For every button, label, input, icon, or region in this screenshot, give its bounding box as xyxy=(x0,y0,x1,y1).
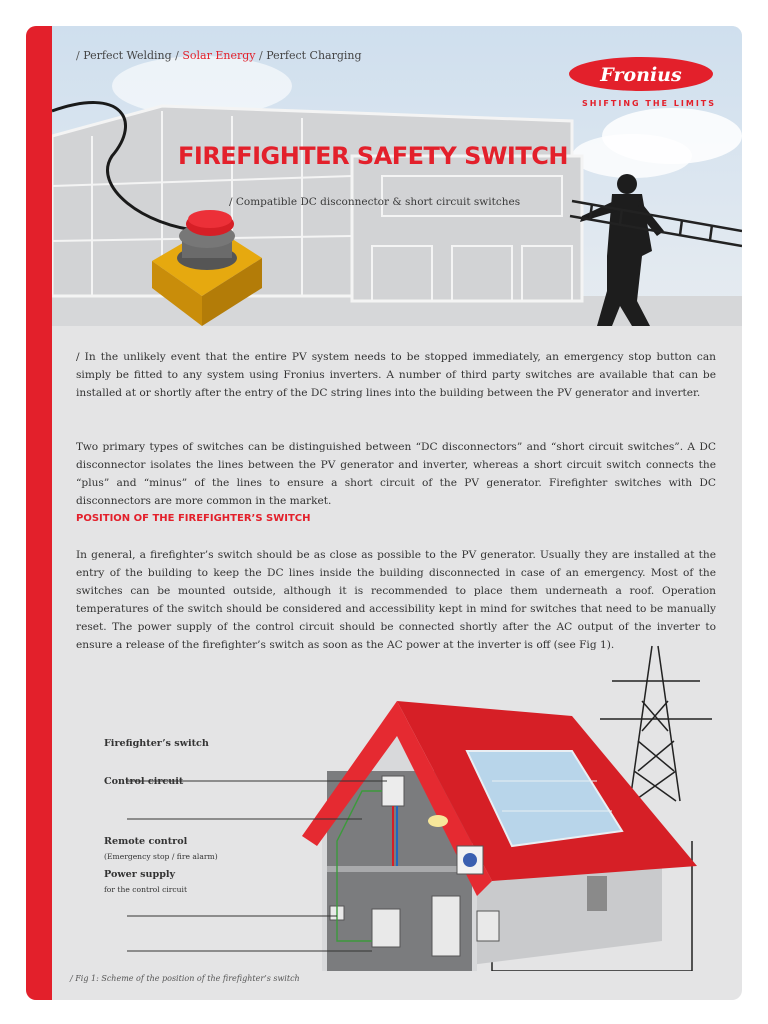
nav-item-welding[interactable]: Perfect Welding xyxy=(83,49,172,62)
document-page xyxy=(26,26,742,1000)
nav-item-charging[interactable]: Perfect Charging xyxy=(266,49,362,62)
label-remote-control-sub: (Emergency stop / fire alarm) xyxy=(104,852,218,861)
page-title: FIREFIGHTER SAFETY SWITCH xyxy=(178,142,568,170)
page-subtitle: / Compatible DC disconnector & short circuit switches xyxy=(229,196,521,208)
brand-tagline: SHIFTING THE LIMITS xyxy=(582,99,717,108)
label-firefighters-switch: Firefighter’s switch xyxy=(104,738,209,749)
label-control-circuit: Control circuit xyxy=(104,776,184,787)
label-power-supply: Power supply xyxy=(104,869,176,880)
label-power-supply-sub: for the control circuit xyxy=(104,885,188,894)
position-paragraph: In general, a firefighter’s switch should be as close as possible to the PV generator. Usually they are installed at the entry of the building to keep the DC lines inside the building disconnected in case of an emergency. Most of the switches can be mounted outside, although it is recommended to place them underneath a roof. Operation temperatures of the switch should be considered and accessibility kept in mind for switches that need to be manually reset. The power supply of the control circuit should be connected shortly after the AC output of the inverter to ensure a release of the firefighter’s switch as soon as the AC power at the inverter is off (see Fig 1). xyxy=(76,548,716,651)
label-remote-control: Remote control xyxy=(104,836,188,847)
brand-side-bar xyxy=(26,26,52,1000)
top-navigation: / Perfect Welding / Solar Energy / Perfect Charging xyxy=(76,49,362,62)
logo-wordmark: Fronius xyxy=(600,64,682,86)
figure-caption: / Fig 1: Scheme of the position of the firefighter’s switch xyxy=(70,974,300,983)
switch-types-paragraph: Two primary types of switches can be distinguished between “DC disconnectors” and “short circuit switches”. A DC disconnector isolates the lines between the PV generator and inverter, whereas a short circuit switch connects the “plus” and “minus” of the lines to ensure a short circuit of the PV generator. Firefighter switches with DC disconnectors are more common in the market. xyxy=(76,440,716,507)
intro-paragraph: / In the unlikely event that the entire PV system needs to be stopped immediately, an emergency stop button can simply be fitted to any system using Fronius inverters. A number of third party switches are available that can be installed at or shortly after the entry of the DC string lines into the building between the PV generator and inverter. xyxy=(76,350,716,399)
section-heading: POSITION OF THE FIREFIGHTER’S SWITCH xyxy=(76,513,311,524)
house-scheme-diagram xyxy=(52,641,742,971)
nav-item-solar[interactable]: Solar Energy xyxy=(182,49,256,62)
